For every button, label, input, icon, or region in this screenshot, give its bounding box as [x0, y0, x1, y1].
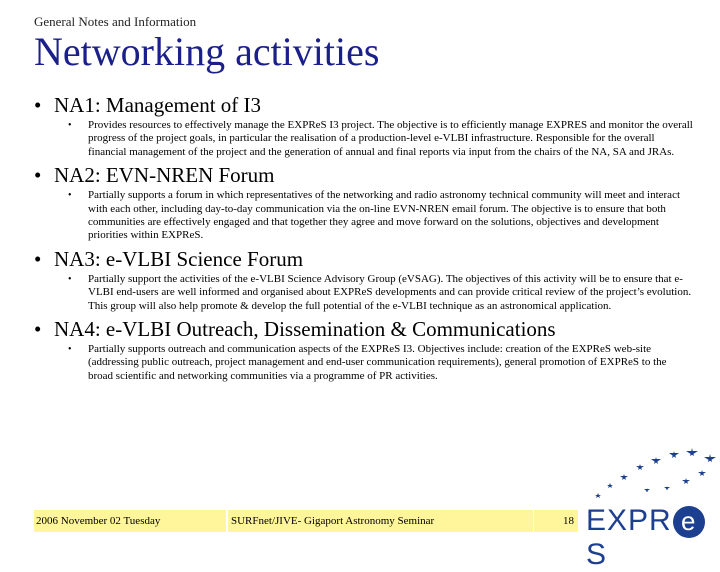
page-number: 18	[534, 510, 578, 532]
slide-content	[34, 93, 694, 387]
sub-item	[68, 273, 694, 313]
sub-item	[68, 119, 694, 159]
heading-text: NA4: e-VLBI Outreach, Dissemination & Communications	[54, 317, 556, 342]
bullet: •	[34, 317, 42, 342]
slide-header: General Notes and Information	[34, 14, 197, 29]
sub-item	[68, 189, 694, 243]
sub-bullet: •	[68, 190, 72, 202]
heading-text: NA2: EVN-NREN Forum	[54, 163, 275, 188]
sub-bullet: •	[68, 120, 72, 131]
section-heading	[34, 163, 694, 188]
section-na3	[34, 247, 694, 313]
section-heading	[34, 247, 694, 272]
bullet: •	[34, 163, 42, 188]
logo-e-circle: e	[673, 506, 705, 538]
sub-bullet: •	[68, 344, 72, 356]
footer-date: 2006 November 02 Tuesday	[34, 510, 226, 532]
item-text: Provides resources to effectively manage the EXPReS I3 project. The objective is to efficiently manage EXPRES and monitor the overall progress of the project goals, in particular the realisation of a production-level e-VLBI infrastructure. Responsible for the overall financial management of the project and the generation of annual and final reports via input from the chairs of the NA, SA and JRAs.	[88, 119, 693, 158]
sub-bullet: •	[68, 273, 72, 285]
sub-item	[68, 343, 694, 383]
heading-text: NA3: e-VLBI Science Forum	[54, 246, 304, 271]
section-na4	[34, 317, 694, 383]
logo-text-2: S	[586, 538, 608, 572]
section-heading	[34, 317, 694, 342]
slide-title: Networking activities	[34, 29, 380, 74]
item-text: Partially supports a forum in which representatives of the networking and radio astronomy technical community will meet and interact with each other, including day-to-day communication via the on-line EVN-NREN email forum. The objective is to ensure that both communities are effectively engaged and that together they agree and move forward on the solutions, objectives and development priorities within EXPReS.	[88, 189, 681, 242]
section-na1	[34, 93, 694, 159]
item-text: Partially supports outreach and communication aspects of the EXPReS I3. Objectives include: creation of the EXPReS web-site (addressing public outreach, project management and end-user communication requirements), general promotion of EXPReS to the broad scientific and networking communities via a programme of PR activities.	[88, 343, 667, 382]
bullet: •	[34, 93, 42, 117]
item-text: Partially support the activities of the e-VLBI Science Advisory Group (eVSAG). The objectives of this activity will be to ensure that e-VLBI end-users are well informed and organised about EXPReS developments and can provide critical review of the project’s evolution. This group will also help promote & develop the full potential of the e-VLBI technique as an astronomical application.	[88, 272, 692, 312]
logo-text-1: EXPR	[586, 504, 672, 537]
slide-footer	[0, 503, 720, 540]
bullet: •	[34, 246, 42, 271]
section-heading	[34, 93, 694, 118]
footer-center-text: SURFnet/JIVE- Gigaport Astronomy Seminar	[228, 510, 533, 532]
stars-icon	[580, 440, 720, 510]
section-na2	[34, 163, 694, 243]
heading-text: NA1: Management of I3	[54, 93, 262, 117]
